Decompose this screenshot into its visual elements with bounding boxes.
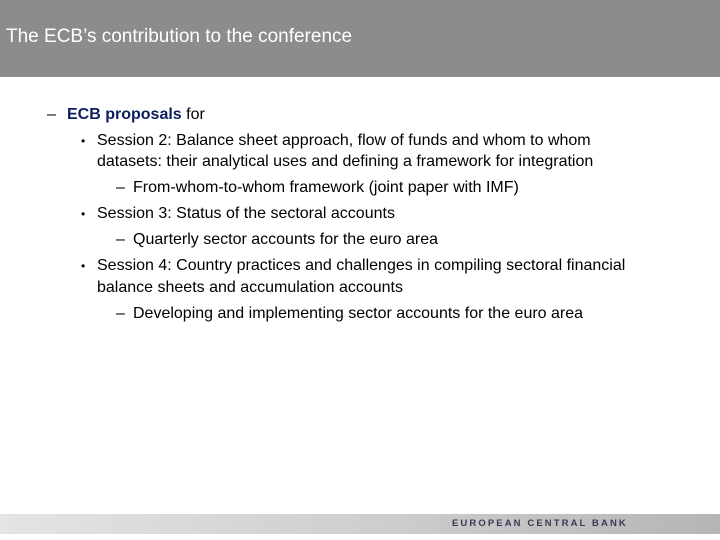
slide-title: The ECB’s contribution to the conference	[6, 26, 353, 47]
session-2-sub-item: From-whom-to-whom framework (joint paper with IMF)	[133, 179, 519, 196]
session-3-line-1: Session 3: Status of the sectoral accounts	[97, 205, 395, 222]
bullet-marker: •	[81, 207, 86, 221]
session-4-line-2: balance sheets and accumulation accounts	[97, 279, 403, 296]
sub-dash: –	[116, 305, 125, 322]
level1-item	[67, 105, 205, 125]
session-3-sub-item: Quarterly sector accounts for the euro area	[133, 231, 439, 248]
session-4-line-1: Session 4: Country practices and challenges in compiling sectoral financial	[97, 257, 626, 274]
bullet-marker: •	[81, 259, 86, 273]
session-2-line-2: datasets: their analytical uses and defining a framework for integration	[97, 153, 594, 170]
sub-dash: –	[116, 231, 125, 248]
sub-dash: –	[116, 179, 125, 196]
bullet-marker: •	[81, 134, 86, 148]
ecb-proposals-heading: ECB proposals	[67, 106, 182, 123]
session-4-sub-item: Developing and implementing sector accounts for the euro area	[133, 305, 584, 322]
level1-suffix: for	[181, 106, 205, 123]
ecb-footer-logo: EUROPEAN CENTRAL BANK	[452, 518, 628, 529]
level1-dash: –	[47, 106, 56, 123]
session-2-line-1: Session 2: Balance sheet approach, flow of funds and whom to whom	[97, 132, 591, 149]
